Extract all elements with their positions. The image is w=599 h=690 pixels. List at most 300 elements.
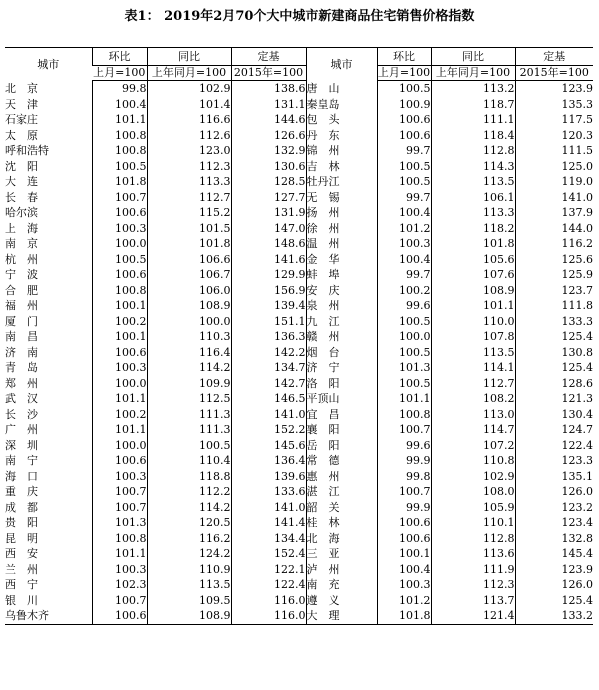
left-mom-cell: 100.8 [92,531,147,547]
right-yoy-cell: 113.3 [431,205,515,221]
right-yoy-cell: 110.0 [431,314,515,330]
left-fixed-cell: 151.1 [231,314,306,330]
table-row [5,546,593,562]
left-mom-cell: 99.8 [92,81,147,97]
right-yoy-cell: 112.3 [431,577,515,593]
right-city-cell: 安 庆 [306,283,377,299]
right-fixed-cell: 116.2 [515,236,593,252]
right-yoy-cell: 113.2 [431,81,515,97]
right-yoy-cell: 107.8 [431,329,515,345]
left-mom-cell: 100.7 [92,593,147,609]
right-fixed-cell: 126.0 [515,484,593,500]
table-row [5,562,593,578]
right-city-cell: 韶 关 [306,500,377,516]
right-city-cell: 包 头 [306,112,377,128]
left-city-cell: 太 原 [5,128,38,142]
left-city-cell: 福 州 [5,299,38,312]
left-mom-cell: 100.8 [92,128,147,144]
right-city-cell: 泉 州 [306,298,377,314]
table-title: 表1： 2019年2月70个大中城市新建商品住宅销售价格指数 [124,9,475,24]
left-yoy-cell: 123.0 [147,143,231,159]
left-mom-cell: 100.6 [92,453,147,469]
right-fixed-cell: 117.5 [515,112,593,128]
left-yoy-cell: 110.3 [147,329,231,345]
right-mom-cell: 99.7 [377,190,431,206]
right-city-cell: 无 锡 [306,190,377,206]
table-row [5,407,593,423]
right-yoy-cell: 101.8 [431,236,515,252]
right-fixed-cell: 145.4 [515,546,593,562]
table-row [5,608,593,624]
left-fixed-cell: 129.9 [231,267,306,283]
right-yoy-cell: 108.2 [431,391,515,407]
right-city-cell: 北 海 [306,531,377,547]
left-fixed-cell: 152.2 [231,422,306,438]
left-mom-cell: 100.3 [92,221,147,237]
left-fixed-cell: 127.7 [231,190,306,206]
left-city-cell: 郑 州 [5,376,38,390]
table-row [5,376,593,392]
right-fixed-cell: 125.0 [515,159,593,175]
table-row [5,593,593,609]
right-city-cell: 南 充 [306,577,377,593]
left-yoy-cell: 111.3 [147,422,231,438]
right-yoy-cell: 106.1 [431,190,515,206]
left-yoy-cell: 120.5 [147,515,231,531]
right-city-cell: 温 州 [306,236,377,252]
right-mom-cell: 101.2 [377,221,431,237]
left-fixed-cell: 141.0 [231,500,306,516]
left-mom-cell: 100.3 [92,562,147,578]
right-fixed-cell: 123.4 [515,515,593,531]
left-mom-cell: 101.1 [92,546,147,562]
left-yoy-cell: 116.6 [147,112,231,128]
left-mom-cell: 100.2 [92,407,147,423]
left-fixed-cell: 134.7 [231,360,306,376]
right-city-cell: 蚌 埠 [306,267,377,283]
right-fixed-cell: 123.2 [515,500,593,516]
left-mom-cell: 101.1 [92,422,147,438]
right-city-cell: 遵 义 [306,593,377,609]
right-mom-cell: 100.6 [377,112,431,128]
left-yoy-cell: 101.8 [147,236,231,252]
right-mom-cell: 100.5 [377,376,431,392]
table-row [5,577,593,593]
right-city-cell: 大 理 [306,608,377,624]
left-city-cell: 石家庄 [5,113,38,126]
right-city-cell: 襄 阳 [306,422,377,438]
city-header: 城市 [37,57,60,71]
left-yoy-cell: 116.4 [147,345,231,361]
left-fixed-cell: 142.7 [231,376,306,392]
left-fixed-cell: 136.4 [231,453,306,469]
table-row [5,422,593,438]
table-row [5,298,593,314]
left-mom-cell: 100.4 [92,97,147,113]
left-yoy-cell: 109.5 [147,593,231,609]
right-yoy-cell: 110.1 [431,515,515,531]
left-city-cell: 哈尔滨 [5,206,38,219]
right-yoy-cell: 107.2 [431,438,515,454]
left-mom-cell: 100.1 [92,298,147,314]
right-mom-cell: 99.6 [377,298,431,314]
left-fixed-cell: 141.4 [231,515,306,531]
left-city-cell: 大 连 [5,175,38,188]
left-mom-cell: 100.6 [92,267,147,283]
table-row [5,531,593,547]
left-mom-cell: 102.3 [92,577,147,593]
right-city-cell: 秦皇岛 [306,97,377,113]
right-fixed-cell: 125.6 [515,252,593,268]
right-yoy-cell: 105.6 [431,252,515,268]
right-mom-cell: 100.3 [377,236,431,252]
mom-subheader: 上月=100 [93,66,146,79]
right-city-cell: 吉 林 [306,159,377,175]
left-city-cell: 杭 州 [5,252,38,266]
right-city-cell: 丹 东 [306,128,377,144]
left-mom-cell: 100.8 [92,143,147,159]
left-mom-cell: 100.6 [92,205,147,221]
mom-header: 环比 [377,48,431,66]
left-mom-cell: 101.1 [92,391,147,407]
fixed-subheader: 2015年=100 [515,66,593,81]
right-city-cell: 锦 州 [306,143,377,159]
right-mom-cell: 99.8 [377,469,431,485]
left-city-cell: 北 京 [5,81,38,95]
right-mom-cell: 101.3 [377,360,431,376]
right-fixed-cell: 132.8 [515,531,593,547]
yoy-header: 同比 [431,48,515,66]
left-mom-cell: 101.8 [92,174,147,190]
right-fixed-cell: 111.5 [515,143,593,159]
left-yoy-cell: 113.3 [147,174,231,190]
right-yoy-cell: 112.8 [431,143,515,159]
table-row [5,360,593,376]
right-fixed-cell: 133.2 [515,608,593,624]
right-city-cell: 泸 州 [306,562,377,578]
right-fixed-cell: 124.7 [515,422,593,438]
table-body [5,81,593,625]
left-city-cell: 广 州 [5,423,38,436]
table-row [5,97,593,113]
right-mom-cell: 101.1 [377,391,431,407]
left-mom-cell: 100.1 [92,329,147,345]
left-mom-cell: 100.7 [92,484,147,500]
left-mom-cell: 100.6 [92,345,147,361]
left-fixed-cell: 122.1 [231,562,306,578]
yoy-subheader: 上年同月=100 [147,66,231,81]
left-yoy-cell: 114.2 [147,360,231,376]
right-yoy-cell: 113.6 [431,546,515,562]
fixed-header: 定基 [515,48,593,66]
left-fixed-cell: 122.4 [231,577,306,593]
right-mom-cell: 99.7 [377,267,431,283]
left-mom-cell: 100.3 [92,469,147,485]
right-city-cell: 济 宁 [306,360,377,376]
right-yoy-cell: 121.4 [431,608,515,624]
right-yoy-cell: 114.3 [431,159,515,175]
right-mom-cell: 100.9 [377,97,431,113]
right-city-cell: 平顶山 [306,391,377,407]
left-yoy-cell: 108.9 [147,298,231,314]
left-fixed-cell: 116.0 [231,608,306,624]
right-fixed-cell: 122.4 [515,438,593,454]
right-yoy-cell: 114.7 [431,422,515,438]
table-row [5,205,593,221]
yoy-subheader: 上年同月=100 [431,66,515,81]
left-yoy-cell: 112.2 [147,484,231,500]
right-city-cell: 扬 州 [306,205,377,221]
table-row [5,236,593,252]
left-yoy-cell: 115.2 [147,205,231,221]
right-mom-cell: 100.4 [377,562,431,578]
left-fixed-cell: 131.9 [231,205,306,221]
left-city-cell: 长 沙 [5,407,38,421]
right-yoy-cell: 113.7 [431,593,515,609]
left-mom-cell: 101.3 [92,515,147,531]
right-mom-cell: 100.8 [377,407,431,423]
right-yoy-cell: 102.9 [431,469,515,485]
right-city-cell: 金 华 [306,252,377,268]
left-yoy-cell: 101.4 [147,97,231,113]
right-mom-cell: 100.5 [377,345,431,361]
left-yoy-cell: 110.4 [147,453,231,469]
right-fixed-cell: 119.0 [515,174,593,190]
left-fixed-cell: 128.5 [231,174,306,190]
left-city-cell: 成 都 [5,500,38,514]
right-yoy-cell: 118.4 [431,128,515,144]
left-fixed-cell: 131.1 [231,97,306,113]
left-city-cell: 沈 阳 [5,159,38,173]
table-row [5,81,593,97]
table-row [5,515,593,531]
left-yoy-cell: 101.5 [147,221,231,237]
left-yoy-cell: 111.3 [147,407,231,423]
right-yoy-cell: 111.1 [431,112,515,128]
left-yoy-cell: 112.7 [147,190,231,206]
right-city-cell: 常 德 [306,453,377,469]
right-fixed-cell: 125.4 [515,360,593,376]
left-fixed-cell: 139.4 [231,298,306,314]
fixed-header: 定基 [231,48,306,66]
left-mom-cell: 100.7 [92,190,147,206]
right-yoy-cell: 118.7 [431,97,515,113]
left-city-cell: 银 川 [5,593,38,607]
right-fixed-cell: 141.0 [515,190,593,206]
left-mom-cell: 100.2 [92,314,147,330]
right-yoy-cell: 111.9 [431,562,515,578]
left-fixed-cell: 141.0 [231,407,306,423]
right-city-cell: 唐 山 [306,81,377,97]
fixed-subheader: 2015年=100 [231,66,306,81]
left-yoy-cell: 113.5 [147,577,231,593]
left-fixed-cell: 136.3 [231,329,306,345]
right-fixed-cell: 123.9 [515,562,593,578]
right-mom-cell: 100.5 [377,159,431,175]
right-yoy-cell: 108.9 [431,283,515,299]
right-fixed-cell: 123.7 [515,283,593,299]
yoy-header: 同比 [147,48,231,66]
right-mom-cell: 99.7 [377,143,431,159]
left-city-cell: 济 南 [5,345,38,359]
right-mom-cell: 100.4 [377,252,431,268]
left-fixed-cell: 152.4 [231,546,306,562]
table-row [5,267,593,283]
table-row [5,159,593,175]
right-mom-cell: 99.9 [377,500,431,516]
right-mom-cell: 100.0 [377,329,431,345]
right-city-cell: 九 江 [306,314,377,330]
table-row [5,391,593,407]
table-row [5,500,593,516]
right-fixed-cell: 125.4 [515,329,593,345]
left-city-cell: 乌鲁木齐 [5,609,49,622]
right-fixed-cell: 144.0 [515,221,593,237]
right-yoy-cell: 112.8 [431,531,515,547]
table-row [5,314,593,330]
left-mom-cell: 100.8 [92,283,147,299]
left-city-cell: 海 口 [5,469,38,483]
left-city-cell: 武 汉 [5,392,38,405]
right-mom-cell: 100.5 [377,314,431,330]
right-mom-cell: 100.5 [377,174,431,190]
left-city-cell: 青 岛 [5,361,38,374]
left-yoy-cell: 100.5 [147,438,231,454]
left-city-cell: 呼和浩特 [5,144,49,157]
right-mom-cell: 100.7 [377,484,431,500]
left-fixed-cell: 144.6 [231,112,306,128]
left-yoy-cell: 124.2 [147,546,231,562]
right-city-cell: 惠 州 [306,469,377,485]
right-mom-cell: 99.9 [377,453,431,469]
right-mom-cell: 100.6 [377,515,431,531]
right-city-cell: 牡丹江 [306,174,377,190]
right-fixed-cell: 111.8 [515,298,593,314]
table-row [5,438,593,454]
left-yoy-cell: 114.2 [147,500,231,516]
left-fixed-cell: 147.0 [231,221,306,237]
right-fixed-cell: 123.3 [515,453,593,469]
right-fixed-cell: 128.6 [515,376,593,392]
right-mom-cell: 100.6 [377,128,431,144]
left-yoy-cell: 112.6 [147,128,231,144]
left-mom-cell: 100.5 [92,252,147,268]
table-row [5,112,593,128]
left-fixed-cell: 142.2 [231,345,306,361]
table-row [5,252,593,268]
table-row [5,469,593,485]
left-yoy-cell: 100.0 [147,314,231,330]
right-yoy-cell: 107.6 [431,267,515,283]
left-mom-cell: 100.6 [92,608,147,624]
right-yoy-cell: 118.2 [431,221,515,237]
left-yoy-cell: 102.9 [147,81,231,97]
left-mom-cell: 100.0 [92,438,147,454]
left-fixed-cell: 130.6 [231,159,306,175]
city-header: 城市 [306,48,377,81]
left-yoy-cell: 112.3 [147,159,231,175]
left-yoy-cell: 106.7 [147,267,231,283]
right-fixed-cell: 125.4 [515,593,593,609]
mom-header: 环比 [92,48,147,66]
table-row [5,484,593,500]
left-fixed-cell: 146.5 [231,391,306,407]
left-city-cell: 深 圳 [5,438,38,452]
right-fixed-cell: 123.9 [515,81,593,97]
left-city-cell: 昆 明 [5,531,38,545]
left-city-cell: 南 京 [5,237,38,250]
table-row [5,174,593,190]
right-fixed-cell: 120.3 [515,128,593,144]
right-mom-cell: 100.1 [377,546,431,562]
left-yoy-cell: 116.2 [147,531,231,547]
left-fixed-cell: 148.6 [231,236,306,252]
left-mom-cell: 100.3 [92,360,147,376]
left-mom-cell: 100.0 [92,236,147,252]
price-index-table [5,47,593,625]
right-yoy-cell: 113.5 [431,174,515,190]
left-fixed-cell: 141.6 [231,252,306,268]
left-city-cell: 西 宁 [5,578,38,591]
right-mom-cell: 100.3 [377,577,431,593]
left-fixed-cell: 134.4 [231,531,306,547]
right-mom-cell: 100.4 [377,205,431,221]
left-yoy-cell: 108.9 [147,608,231,624]
left-city-cell: 贵 阳 [5,516,38,529]
left-city-cell: 厦 门 [5,314,38,328]
table-row [5,329,593,345]
left-city-cell: 重 庆 [5,485,38,498]
left-city-cell: 长 春 [5,190,38,204]
right-fixed-cell: 135.1 [515,469,593,485]
right-city-cell: 徐 州 [306,221,377,237]
right-fixed-cell: 133.3 [515,314,593,330]
right-city-cell: 赣 州 [306,329,377,345]
left-yoy-cell: 110.9 [147,562,231,578]
left-fixed-cell: 126.6 [231,128,306,144]
right-fixed-cell: 125.9 [515,267,593,283]
left-fixed-cell: 116.0 [231,593,306,609]
right-fixed-cell: 137.9 [515,205,593,221]
table-row [5,283,593,299]
left-mom-cell: 100.0 [92,376,147,392]
left-fixed-cell: 132.9 [231,143,306,159]
right-fixed-cell: 126.0 [515,577,593,593]
right-fixed-cell: 121.3 [515,391,593,407]
table-row [5,453,593,469]
right-yoy-cell: 101.1 [431,298,515,314]
right-fixed-cell: 130.4 [515,407,593,423]
right-yoy-cell: 113.5 [431,345,515,361]
right-mom-cell: 100.6 [377,531,431,547]
table-row [5,128,593,144]
table-row [5,143,593,159]
table-row [5,190,593,206]
right-mom-cell: 99.6 [377,438,431,454]
left-city-cell: 南 昌 [5,330,38,343]
left-mom-cell: 100.7 [92,500,147,516]
right-fixed-cell: 135.3 [515,97,593,113]
right-mom-cell: 100.5 [377,81,431,97]
right-yoy-cell: 112.7 [431,376,515,392]
right-city-cell: 岳 阳 [306,438,377,454]
right-mom-cell: 100.7 [377,422,431,438]
right-city-cell: 宜 昌 [306,407,377,423]
right-yoy-cell: 110.8 [431,453,515,469]
left-yoy-cell: 106.0 [147,283,231,299]
left-fixed-cell: 156.9 [231,283,306,299]
table-row [5,221,593,237]
